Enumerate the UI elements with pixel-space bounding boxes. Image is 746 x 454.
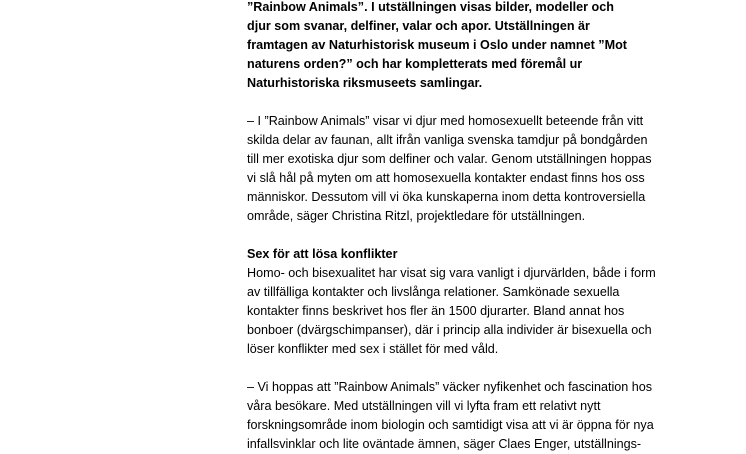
quote1-line: vi slå hål på myten om att homosexuella kontakter endast finns hos oss — [247, 171, 645, 185]
quote1-line: människor. Dessutom vill vi öka kunskaperna inom detta kontroversiella — [247, 190, 646, 204]
paragraph-gap — [247, 226, 687, 245]
quote2-line: våra besökare. Med utställningen vill vi lyfta fram ett relativt nytt — [247, 399, 601, 413]
intro-line: djur som svanar, delfiner, valar och apor. Utställningen är — [247, 19, 590, 33]
quote1-line: till mer exotiska djur som delfiner och valar. Genom utställningen hoppas — [247, 152, 652, 166]
section-heading: Sex för att lösa konflikter — [247, 247, 398, 261]
section-line: bonboer (dvärgschimpanser), där i princip alla individer är bisexuella och — [247, 323, 652, 337]
quote2-line: – Vi hoppas att ”Rainbow Animals” väcker nyfikenhet och fascination hos — [247, 380, 653, 394]
paragraph-gap — [247, 93, 687, 112]
article-column — [247, 0, 687, 454]
intro-line: framtagen av Naturhistorisk museum i Oslo under namnet ”Mot — [247, 38, 627, 52]
section-line: av tillfälliga kontakter och livslånga relationer. Samkönade sexuella — [247, 285, 620, 299]
quote1-line: område, säger Christina Ritzl, projektledare för utställningen. — [247, 209, 586, 223]
quote2-line: forskningsområde inom biologin och samtidigt visa att vi är öppna för nya — [247, 418, 654, 432]
section-conflicts — [247, 245, 687, 359]
intro-line: naturens orden?” och har kompletterats med föremål ur — [247, 57, 583, 71]
quote2-line: infallsvinklar och lite oväntade ämnen, säger Claes Enger, utställnings- — [247, 437, 642, 451]
intro-line: Naturhistoriska riksmuseets samlingar. — [247, 76, 483, 90]
section-line: Homo- och bisexualitet har visat sig vara vanligt i djurvärlden, både i form — [247, 266, 656, 280]
intro-line: ”Rainbow Animals”. I utställningen visas bilder, modeller och — [247, 0, 614, 14]
paragraph-gap — [247, 359, 687, 378]
section-line: löser konflikter med sex i stället för med våld. — [247, 342, 499, 356]
section-line: kontakter finns beskrivet hos fler än 1500 djurarter. Bland annat hos — [247, 304, 625, 318]
intro-paragraph — [247, 0, 687, 93]
quote-paragraph-2 — [247, 378, 687, 454]
quote-paragraph-1 — [247, 112, 687, 226]
quote1-line: skilda delar av faunan, allt ifrån vanliga svenska tamdjur på bondgården — [247, 133, 648, 147]
quote1-line: – I ”Rainbow Animals” visar vi djur med homosexuellt beteende från vitt — [247, 114, 644, 128]
